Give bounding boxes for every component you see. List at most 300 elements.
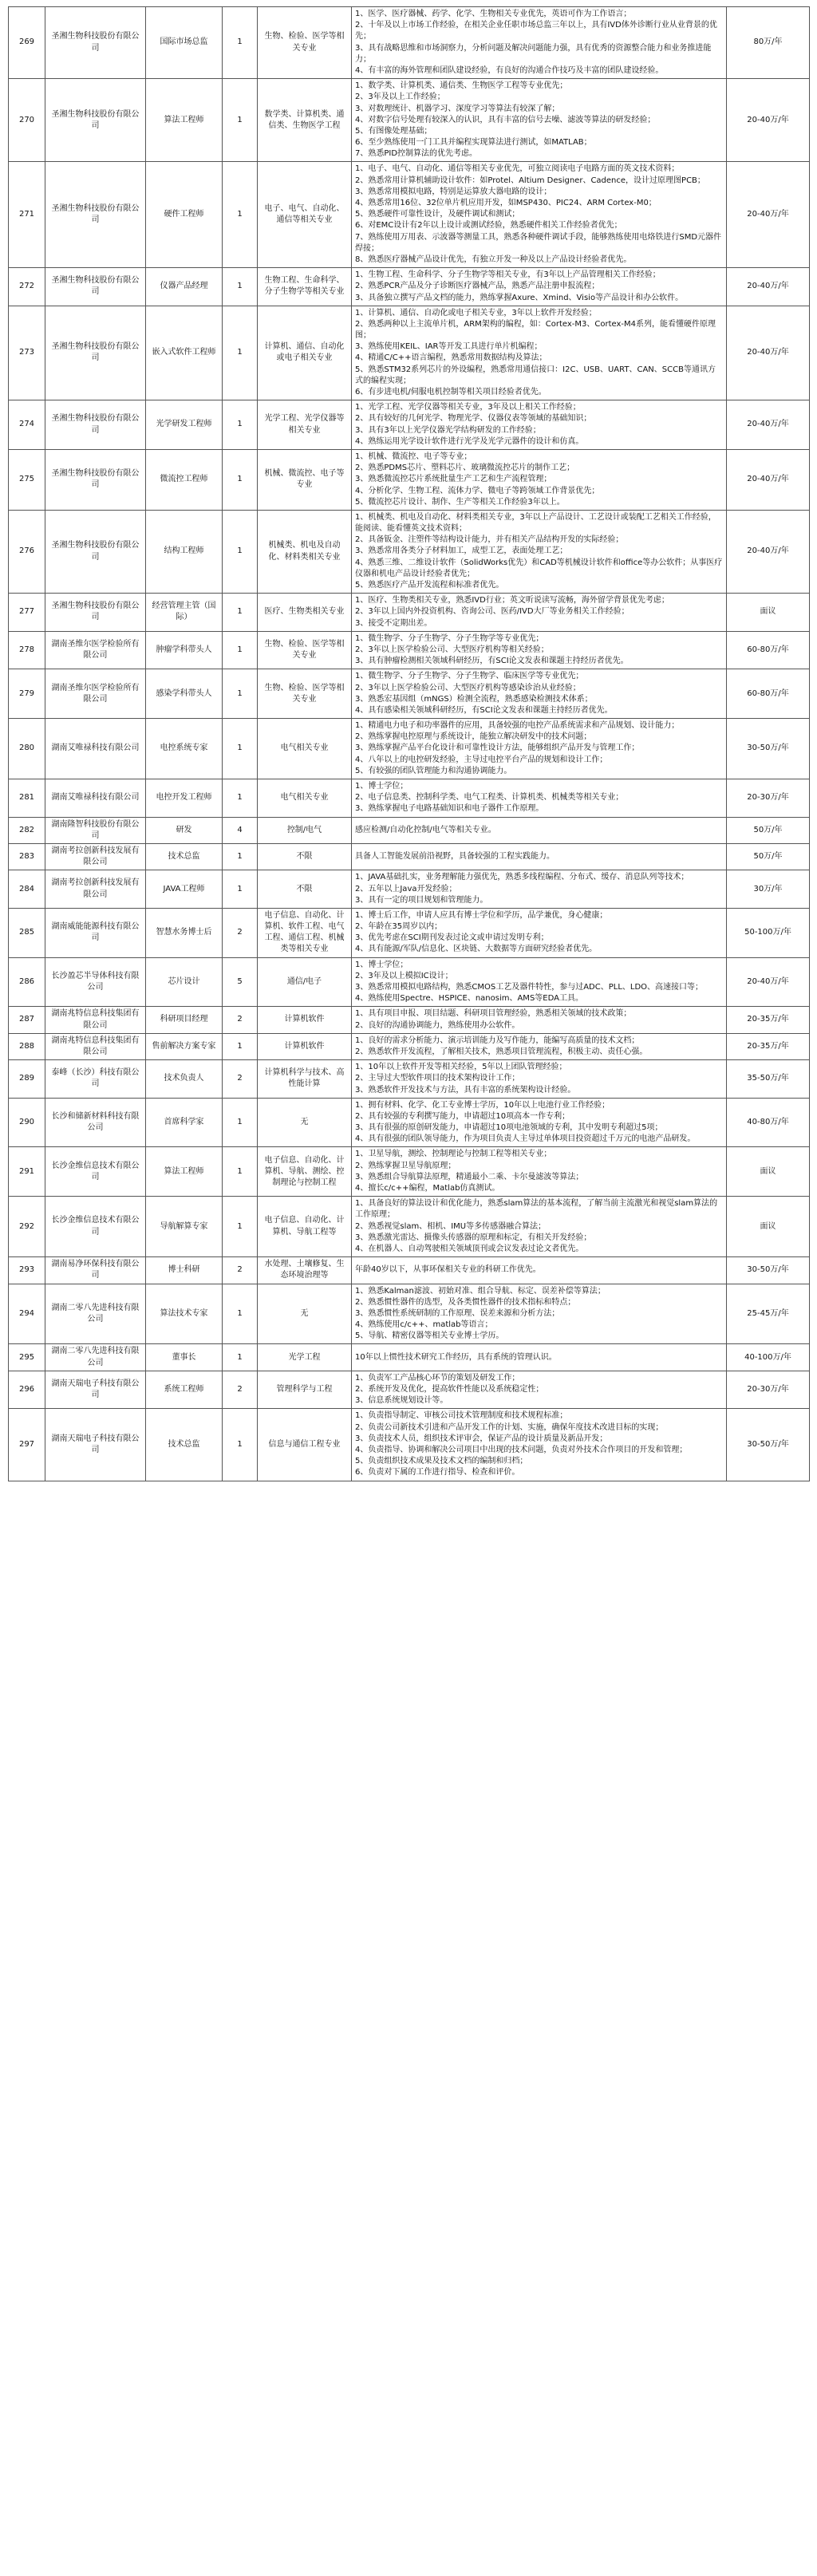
requirement-line: 5、有较强的团队管理能力和沟通协调能力。: [355, 766, 512, 775]
position-title: 算法技术专家: [146, 1284, 223, 1344]
headcount: 1: [223, 1197, 258, 1257]
row-number: 278: [9, 631, 45, 669]
position-title: 算法工程师: [146, 1147, 223, 1197]
headcount: 2: [223, 1257, 258, 1284]
requirement-line: 6、负责对下属的工作进行指导、检查和评价。: [355, 1468, 520, 1477]
position-title: 光学研发工程师: [146, 400, 223, 450]
requirement-line: 2、良好的沟通协调能力，熟练使用办公软件。: [355, 1020, 520, 1030]
requirement-line: 4、具有感染相关领域科研经历，有SCI论文发表和课题主持经历者优先。: [355, 705, 613, 715]
major-requirement: 电气相关专业: [258, 719, 352, 779]
requirement-line: 3、负责技术人员，组织技术评审会，保证产品的设计质量及新品开发；: [355, 1434, 608, 1443]
requirement-line: 1、机械类、机电及自动化、材料类相关专业，3年以上产品设计、工艺设计或装配工艺相关工作经验，能阅读、能看懂英文技术资料；: [355, 512, 716, 534]
table-row: [9, 449, 810, 510]
requirement-line: 1、博士后工作，申请人应具有博士学位和学历，品学兼优，身心健康；: [355, 910, 608, 920]
requirement-line: 1、微生物学、分子生物学、分子生物学等专业优先；: [355, 633, 544, 643]
major-requirement: 无: [258, 1284, 352, 1344]
headcount: 1: [223, 1098, 258, 1147]
requirement-line: 3、具有很强的原创研发能力，申请超过10项电池领域的专利，其中发明专利超过5项；: [355, 1123, 663, 1133]
row-number: 296: [9, 1371, 45, 1409]
job-requirements: [352, 1257, 727, 1284]
salary: 20-40万/年: [727, 268, 810, 306]
requirement-line: 1、医学、医疗器械、药学、化学、生物相关专业优先，英语可作为工作语言；: [355, 10, 632, 18]
row-number: 280: [9, 719, 45, 779]
headcount: 1: [223, 1409, 258, 1481]
headcount: 1: [223, 7, 258, 79]
requirement-line: 5、负责组织技术成果及技术文档的编制和归档；: [355, 1457, 528, 1466]
salary: 20-35万/年: [727, 1033, 810, 1059]
requirement-line: 3、熟悉常用各类分子材料加工，成型工艺，表面处理工艺；: [355, 546, 568, 556]
major-requirement: 医疗、生物类相关专业: [258, 594, 352, 632]
requirement-line: 2、熟悉软件开发流程，了解相关技术，熟悉项目管理流程，积极主动、责任心强。: [355, 1047, 648, 1056]
position-title: JAVA工程师: [146, 870, 223, 909]
table-row: [9, 1371, 810, 1409]
headcount: 4: [223, 817, 258, 843]
job-requirements: [352, 1284, 727, 1344]
row-number: 295: [9, 1344, 45, 1371]
table-row: [9, 510, 810, 593]
table-row: [9, 79, 810, 162]
requirement-line: 1、JAVA基础扎实，业务理解能力强优先，熟悉多线程编程、分布式、缓存、消息队列等技术；: [355, 873, 689, 882]
major-requirement: 计算机科学与技术、高性能计算: [258, 1060, 352, 1099]
row-number: 275: [9, 449, 45, 510]
job-requirements: [352, 268, 727, 306]
job-requirements: [352, 779, 727, 818]
salary: 50-100万/年: [727, 908, 810, 957]
company-name: 湖南艾唯禄科技有限公司: [45, 779, 146, 818]
row-number: 294: [9, 1284, 45, 1344]
row-number: 297: [9, 1409, 45, 1481]
requirement-line: 3、熟悉宏基因组（mNGS）检测全流程，熟悉感染检测技术体系；: [355, 694, 593, 704]
requirement-line: 4、分析化学、生物工程、流体力学、微电子等跨领域工作背景优先；: [355, 486, 600, 495]
requirement-line: 2、熟悉PDMS芯片、塑料芯片、玻璃微流控芯片的制作工艺；: [355, 464, 575, 473]
company-name: 湖南隆智科技股份有限公司: [45, 817, 146, 843]
row-number: 286: [9, 957, 45, 1007]
major-requirement: 不限: [258, 843, 352, 870]
requirement-line: 2、熟练掌握卫星导航原理；: [355, 1161, 456, 1170]
table-row: [9, 631, 810, 669]
requirement-line: 年龄40岁以下，从事环保相关专业的科研工作优先。: [355, 1265, 541, 1275]
requirement-line: 4、八年以上的电控研发经验，主导过电控平台产品的规划和设计工作；: [355, 755, 608, 764]
table-row: [9, 843, 810, 870]
company-name: 长沙金维信息技术有限公司: [45, 1147, 146, 1197]
company-name: 湖南艾唯禄科技有限公司: [45, 719, 146, 779]
company-name: 湖南考拉创新科技发展有限公司: [45, 843, 146, 870]
headcount: 2: [223, 1007, 258, 1033]
requirement-line: 1、精通电力电子和功率器件的应用，具备较强的电控产品系统需求和产品规划、设计能力；: [355, 721, 680, 731]
salary: 面议: [727, 1147, 810, 1197]
job-requirements: [352, 1371, 727, 1409]
requirement-line: 4、熟练运用光学设计软件进行光学及光学元器件的设计和仿真。: [355, 436, 584, 446]
headcount: 1: [223, 870, 258, 909]
row-number: 284: [9, 870, 45, 909]
table-row: [9, 1257, 810, 1284]
salary: 20-40万/年: [727, 510, 810, 593]
salary: 30万/年: [727, 870, 810, 909]
company-name: 圣湘生物科技股份有限公司: [45, 306, 146, 400]
salary: 60-80万/年: [727, 669, 810, 719]
headcount: 1: [223, 162, 258, 268]
major-requirement: 生物工程、生命科学、分子生物学等相关专业: [258, 268, 352, 306]
position-title: 国际市场总监: [146, 7, 223, 79]
requirement-line: 4、熟悉常用16位、32位单片机应用开发，如MSP430、PIC24、ARM Cortex-M0；: [355, 199, 657, 207]
headcount: 1: [223, 1147, 258, 1197]
headcount: 1: [223, 1284, 258, 1344]
requirement-line: 3、优先考虑在SCI期刊发表过论文或申请过发明专利；: [355, 933, 549, 943]
job-requirements: [352, 594, 727, 632]
position-title: 技术总监: [146, 843, 223, 870]
table-row: [9, 400, 810, 450]
job-requirements: [352, 400, 727, 450]
requirement-line: 2、十年及以上市场工作经验，在相关企业任职市场总监三年以上，具有IVD体外诊断行业从业背景的优先；: [355, 21, 717, 41]
position-title: 算法工程师: [146, 79, 223, 162]
company-name: 圣湘生物科技股份有限公司: [45, 449, 146, 510]
table-row: [9, 1344, 810, 1371]
company-name: 圣湘生物科技股份有限公司: [45, 268, 146, 306]
requirement-line: 6、对EMC设计有2年以上设计或测试经验，熟悉硬件相关工作经验者优先；: [355, 221, 622, 231]
major-requirement: 电子信息、自动化、计算机、导航、测绘、控制理论与控制工程: [258, 1147, 352, 1197]
company-name: 湖南二零八先进科技有限公司: [45, 1344, 146, 1371]
table-row: [9, 1098, 810, 1147]
major-requirement: 电子信息、自动化、计算机、软件工程、电气工程、通信工程、机械类等相关专业: [258, 908, 352, 957]
job-requirements: [352, 1060, 727, 1099]
headcount: 1: [223, 779, 258, 818]
requirement-line: 7、熟练使用万用表、示波器等测量工具，熟悉各种硬件调试手段，能够熟练使用电烙铁进行SMD元器件焊接；: [355, 232, 722, 253]
salary: 面议: [727, 1197, 810, 1257]
requirement-line: 3、熟悉组合导航算法原理，精通最小二乘、卡尔曼滤波等算法；: [355, 1172, 584, 1181]
salary: 50万/年: [727, 817, 810, 843]
major-requirement: 管理科学与工程: [258, 1371, 352, 1409]
table-row: [9, 268, 810, 306]
requirement-line: 1、熟悉Kalman滤波、初始对准、组合导航、标定、误差补偿等算法；: [355, 1286, 606, 1296]
talent-demand-table: [8, 6, 810, 1481]
company-name: 泰峰（长沙）科技有限公司: [45, 1060, 146, 1099]
position-title: 硬件工程师: [146, 162, 223, 268]
row-number: 287: [9, 1007, 45, 1033]
requirement-line: 5、有图像处理基础；: [355, 126, 432, 136]
requirement-line: 5、微流控芯片设计、制作、生产等相关工作经验3年以上。: [355, 497, 565, 507]
table-row: [9, 1284, 810, 1344]
row-number: 290: [9, 1098, 45, 1147]
headcount: 1: [223, 1344, 258, 1371]
position-title: 肿瘤学科带头人: [146, 631, 223, 669]
salary: 35-50万/年: [727, 1060, 810, 1099]
table-row: [9, 7, 810, 79]
major-requirement: 电子、电气、自动化、通信等相关专业: [258, 162, 352, 268]
company-name: 湖南威能能源科技有限公司: [45, 908, 146, 957]
requirement-line: 2、3年以上医学检验公司、大型医疗机构等相关经验；: [355, 645, 549, 654]
major-requirement: 生物、检验、医学等相关专业: [258, 7, 352, 79]
requirement-line: 3、熟练掌握产品平台化设计和可靠性设计方法，能够组织产品开发与管理工作；: [355, 744, 640, 753]
position-title: 导航解算专家: [146, 1197, 223, 1257]
headcount: 1: [223, 79, 258, 162]
company-name: 圣湘生物科技股份有限公司: [45, 7, 146, 79]
table-row: [9, 162, 810, 268]
position-title: 董事长: [146, 1344, 223, 1371]
company-name: 湖南易净环保科技有限公司: [45, 1257, 146, 1284]
position-title: 芯片设计: [146, 957, 223, 1007]
position-title: 技术总监: [146, 1409, 223, 1481]
requirement-line: 5、熟悉医疗产品开发流程和标准者优先。: [355, 581, 504, 590]
major-requirement: 计算机、通信、自动化或电子相关专业: [258, 306, 352, 400]
requirement-line: 3、熟悉微流控芯片系统批量生产工艺和生产流程管理；: [355, 475, 552, 484]
requirement-line: 7、熟悉PID控制算法的优先考虑。: [355, 149, 478, 159]
requirement-line: 2、熟悉PCR产品及分子诊断医疗器械产品，熟悉产品注册申报流程；: [355, 282, 600, 291]
position-title: 研发: [146, 817, 223, 843]
salary: 20-40万/年: [727, 957, 810, 1007]
salary: 20-40万/年: [727, 400, 810, 450]
company-name: 长沙金维信息技术有限公司: [45, 1197, 146, 1257]
position-title: 结构工程师: [146, 510, 223, 593]
requirement-line: 4、对数字信号处理有较深入的认识，具有丰富的信号去噪、滤波等算法的研发经验；: [355, 115, 656, 124]
major-requirement: 信息与通信工程专业: [258, 1409, 352, 1481]
requirement-line: 4、在机器人、自动驾驶相关领域顶刊或会议发表过论文者优先。: [355, 1244, 584, 1253]
position-title: 经营管理主管（国际）: [146, 594, 223, 632]
major-requirement: 计算机软件: [258, 1007, 352, 1033]
headcount: 1: [223, 306, 258, 400]
job-requirements: [352, 719, 727, 779]
row-number: 273: [9, 306, 45, 400]
job-requirements: [352, 7, 727, 79]
headcount: 1: [223, 449, 258, 510]
table-row: [9, 1409, 810, 1481]
requirement-line: 1、生物工程、生命科学、分子生物学等相关专业，有3年以上产品管理相关工作经验；: [355, 270, 661, 280]
salary: 20-40万/年: [727, 449, 810, 510]
row-number: 291: [9, 1147, 45, 1197]
job-requirements: [352, 1197, 727, 1257]
requirement-line: 2、年龄在35周岁以内；: [355, 922, 443, 932]
headcount: 1: [223, 510, 258, 593]
headcount: 1: [223, 669, 258, 719]
company-name: 圣湘生物科技股份有限公司: [45, 79, 146, 162]
row-number: 274: [9, 400, 45, 450]
requirement-line: 4、熟练使用c/c++、matlab等语言；: [355, 1320, 493, 1330]
requirement-line: 3、接受不定期出差。: [355, 618, 432, 628]
table-row: [9, 1147, 810, 1197]
requirement-line: 1、光学工程、光学仪器等相关专业，3年及以上相关工作经验；: [355, 403, 581, 412]
position-title: 博士科研: [146, 1257, 223, 1284]
requirement-line: 1、良好的需求分析能力、演示培训能力及写作能力，能编写高质量的技术文档；: [355, 1036, 640, 1045]
job-requirements: [352, 631, 727, 669]
company-name: 湖南考拉创新科技发展有限公司: [45, 870, 146, 909]
requirement-line: 2、3年及以上模拟IC设计；: [355, 971, 453, 980]
job-requirements: [352, 1344, 727, 1371]
major-requirement: 机械、微流控、电子等专业: [258, 449, 352, 510]
requirement-line: 3、具有肿瘤检测相关领域科研经历，有SCI论文发表和课题主持经历者优先。: [355, 657, 629, 666]
company-name: 湖南兆特信息科技集团有限公司: [45, 1033, 146, 1059]
row-number: 285: [9, 908, 45, 957]
major-requirement: 无: [258, 1098, 352, 1147]
salary: 20-35万/年: [727, 1007, 810, 1033]
job-requirements: [352, 870, 727, 909]
company-name: 湖南圣维尔医学检验所有限公司: [45, 669, 146, 719]
table-row: [9, 719, 810, 779]
requirement-line: 3、具有3年以上光学仪器光学结构研发的工作经验；: [355, 425, 541, 435]
requirement-line: 1、博士学位；: [355, 960, 408, 969]
job-requirements: [352, 843, 727, 870]
headcount: 1: [223, 843, 258, 870]
requirement-line: 具备人工智能发展前沿视野，具备较强的工程实践能力。: [355, 852, 555, 862]
requirement-line: 2、负责公司新技术引进和产品开发工作的计划、实施，确保年度技术改进目标的实现；: [355, 1422, 664, 1432]
requirement-line: 3、信息系统规划设计等。: [355, 1396, 448, 1406]
job-requirements: [352, 162, 727, 268]
requirement-line: 3、熟悉软件开发技术与方法，具有丰富的系统架构设计经验。: [355, 1085, 576, 1095]
headcount: 2: [223, 908, 258, 957]
requirement-line: 2、具备钣金、注塑件等结构设计能力，并有相关产品结构开发的实际经验；: [355, 535, 624, 545]
table-row: [9, 908, 810, 957]
requirement-line: 8、熟悉医疗器械产品设计优先，有独立开发一种及以上产品设计经验者优先。: [355, 254, 632, 264]
salary: 面议: [727, 594, 810, 632]
table-row: [9, 779, 810, 818]
requirement-line: 3、具有战略思维和市场洞察力，分析问题及解决问题能力强，具有优秀的资源整合能力和业务推进能力；: [355, 43, 712, 64]
salary: 40-80万/年: [727, 1098, 810, 1147]
requirement-line: 2、3年及以上工作经验；: [355, 93, 445, 102]
requirement-line: 2、五年以上Java开发经验；: [355, 884, 457, 894]
major-requirement: 数学类、计算机类、通信类、生物医学工程: [258, 79, 352, 162]
requirement-line: 3、熟练使用KEIL、IAR等开发工具进行单片机编程；: [355, 342, 543, 352]
requirement-line: 1、博士学位；: [355, 782, 408, 791]
company-name: 湖南圣维尔医学检验所有限公司: [45, 631, 146, 669]
salary: 20-40万/年: [727, 162, 810, 268]
row-number: 289: [9, 1060, 45, 1099]
requirement-line: 3、熟悉常用模拟电路，特别是运算放大器电路的设计；: [355, 187, 552, 196]
position-title: 首席科学家: [146, 1098, 223, 1147]
salary: 25-45万/年: [727, 1284, 810, 1344]
position-title: 科研项目经理: [146, 1007, 223, 1033]
table-row: [9, 870, 810, 909]
major-requirement: 计算机软件: [258, 1033, 352, 1059]
requirement-line: 1、负责军工产品核心环节的策划及研发工作；: [355, 1373, 520, 1383]
company-name: 圣湘生物科技股份有限公司: [45, 400, 146, 450]
requirement-line: 3、熟悉激光雷达、摄像头传感器的原理和标定，有相关开发经验；: [355, 1233, 592, 1242]
row-number: 281: [9, 779, 45, 818]
major-requirement: 电气相关专业: [258, 779, 352, 818]
requirement-line: 3、对数理统计、机器学习、深度学习等算法有较深了解；: [355, 104, 560, 113]
requirement-line: 10年以上惯性技术研究工作经历，具有系统的管理认识。: [355, 1352, 557, 1362]
headcount: 1: [223, 631, 258, 669]
headcount: 1: [223, 268, 258, 306]
salary: 80万/年: [727, 7, 810, 79]
requirement-line: 2、熟悉惯性器件的选型，及各类惯性器件的技术指标和特点；: [355, 1297, 576, 1307]
job-requirements: [352, 1098, 727, 1147]
major-requirement: 生物、检验、医学等相关专业: [258, 669, 352, 719]
position-title: 嵌入式软件工程师: [146, 306, 223, 400]
table-row: [9, 957, 810, 1007]
requirement-line: 4、负责指导、协调和解决公司项目中出现的技术问题，负责对外技术合作项目的开发和管理；: [355, 1445, 688, 1454]
requirement-line: 5、熟悉硬件可靠性设计，及硬件调试和测试；: [355, 210, 520, 219]
headcount: 2: [223, 1371, 258, 1409]
salary: 20-30万/年: [727, 779, 810, 818]
salary: 20-40万/年: [727, 306, 810, 400]
table-row: [9, 594, 810, 632]
requirement-line: 3、具备独立撰写产品文档的能力，熟练掌握Axure、Xmind、Visio等产品设计和办公软件。: [355, 293, 684, 302]
requirement-line: 4、有丰富的海外管理和团队建设经验，有良好的沟通合作技巧及丰富的团队建设经验。: [355, 65, 664, 75]
requirement-line: 1、负责指导制定、审核公司技术管理制度和技术规程标准；: [355, 1411, 568, 1421]
major-requirement: 不限: [258, 870, 352, 909]
position-title: 电控系统专家: [146, 719, 223, 779]
requirement-line: 2、熟悉视觉slam、相机、IMU等多传感器融合算法；: [355, 1221, 547, 1231]
company-name: 长沙和储新材料科技有限公司: [45, 1098, 146, 1147]
major-requirement: 控制/电气: [258, 817, 352, 843]
headcount: 1: [223, 400, 258, 450]
job-requirements: [352, 817, 727, 843]
job-requirements: [352, 1007, 727, 1033]
major-requirement: 水处理、土壤修复、生态环境治理等: [258, 1257, 352, 1284]
major-requirement: 机械类、机电及自动化、材料类相关专业: [258, 510, 352, 593]
requirement-line: 2、熟悉常用计算机辅助设计软件：如Protel、Altium Designer、Cadence，设计过原理图PCB；: [355, 176, 705, 185]
row-number: 282: [9, 817, 45, 843]
row-number: 272: [9, 268, 45, 306]
requirement-line: 1、电子、电气、自动化、通信等相关专业优先，可独立阅读电子电路方面的英文技术资料；: [355, 164, 680, 174]
row-number: 293: [9, 1257, 45, 1284]
requirement-line: 5、导航、精密仪器等相关专业博士学历。: [355, 1331, 504, 1341]
table-row: [9, 1060, 810, 1099]
major-requirement: 光学工程、光学仪器等相关专业: [258, 400, 352, 450]
salary: 50万/年: [727, 843, 810, 870]
requirement-line: 6、至少熟练使用一门工具并编程实现算法进行测试，如MATLAB；: [355, 138, 592, 148]
requirement-line: 4、擅长c/c++编程，Matlab仿真测试。: [355, 1184, 500, 1193]
company-name: 湖南二零八先进科技有限公司: [45, 1284, 146, 1344]
requirement-line: 5、熟悉STM32系列芯片的外设编程，熟悉常用通信接口：I2C、USB、UART、CAN、SCCB等通讯方式的编程实现；: [355, 365, 716, 385]
requirement-line: 3、熟悉常用模拟电路结构，熟悉CMOS工艺及器件特性，参与过ADC、PLL、LDO、高速接口等；: [355, 983, 704, 992]
headcount: 5: [223, 957, 258, 1007]
requirement-line: 2、具有较好的几何光学、物理光学、仪器仪表等领域的基础知识；: [355, 414, 592, 424]
table-body: [9, 7, 810, 1481]
requirement-line: 1、拥有材料、化学、化工专业博士学历，10年以上电池行业工作经验；: [355, 1100, 610, 1110]
position-title: 仪器产品经理: [146, 268, 223, 306]
table-row: [9, 1007, 810, 1033]
table-row: [9, 1197, 810, 1257]
salary: 60-80万/年: [727, 631, 810, 669]
requirement-line: 1、微生物学、分子生物学、分子生物学、临床医学等专业优先；: [355, 672, 584, 681]
job-requirements: [352, 1147, 727, 1197]
company-name: 圣湘生物科技股份有限公司: [45, 510, 146, 593]
salary: 30-50万/年: [727, 719, 810, 779]
company-name: 湖南天瑞电子科技有限公司: [45, 1409, 146, 1481]
requirement-line: 1、卫星导航，测绘、控制理论与控制工程等相关专业；: [355, 1150, 552, 1159]
headcount: 1: [223, 594, 258, 632]
position-title: 技术负责人: [146, 1060, 223, 1099]
row-number: 283: [9, 843, 45, 870]
requirement-line: 4、熟悉三维、二维设计软件（SolidWorks优先）和CAD等机械设计软件和office等办公软件；从事医疗仪器和机电产品设计经验者优先；: [355, 558, 723, 578]
requirement-line: 4、精通C/C++语言编程，熟悉常用数据结构及算法；: [355, 353, 547, 363]
company-name: 圣湘生物科技股份有限公司: [45, 594, 146, 632]
requirement-line: 1、计算机、通信、自动化或电子相关专业，3年以上软件开发经验；: [355, 308, 597, 318]
requirement-line: 感应检测/自动化控制/电气等相关专业。: [355, 825, 496, 834]
position-title: 微流控工程师: [146, 449, 223, 510]
requirement-line: 1、具备良好的算法设计和优化能力，熟悉slam算法的基本流程，了解当前主流激光和视觉slam算法的工作原理；: [355, 1199, 718, 1220]
position-title: 售前解决方案专家: [146, 1033, 223, 1059]
salary: 20-40万/年: [727, 79, 810, 162]
requirement-line: 2、3年以上国内外投资机构、咨询公司、医药/IVD大厂等业务相关工作经验；: [355, 607, 630, 617]
job-requirements: [352, 306, 727, 400]
job-requirements: [352, 669, 727, 719]
requirement-line: 4、具有很强的团队领导能力，作为项目负责人主导过单体项目投资超过千万元的电池产品研发。: [355, 1134, 696, 1144]
headcount: 1: [223, 1033, 258, 1059]
job-requirements: [352, 1409, 727, 1481]
job-requirements: [352, 908, 727, 957]
requirement-line: 2、系统开发及优化，提高软件性能以及系统稳定性；: [355, 1385, 544, 1394]
row-number: 270: [9, 79, 45, 162]
job-requirements: [352, 1033, 727, 1059]
job-requirements: [352, 957, 727, 1007]
salary: 20-30万/年: [727, 1371, 810, 1409]
row-number: 292: [9, 1197, 45, 1257]
requirement-line: 2、熟悉两种以上主流单片机，ARM架构的编程，如：Cortex-M3、Cortex-M4系列，能看懂硬件原理图；: [355, 319, 716, 341]
requirement-line: 3、具有一定的项目规划和管理能力。: [355, 895, 488, 905]
major-requirement: 生物、检验、医学等相关专业: [258, 631, 352, 669]
job-requirements: [352, 510, 727, 593]
headcount: 1: [223, 719, 258, 779]
